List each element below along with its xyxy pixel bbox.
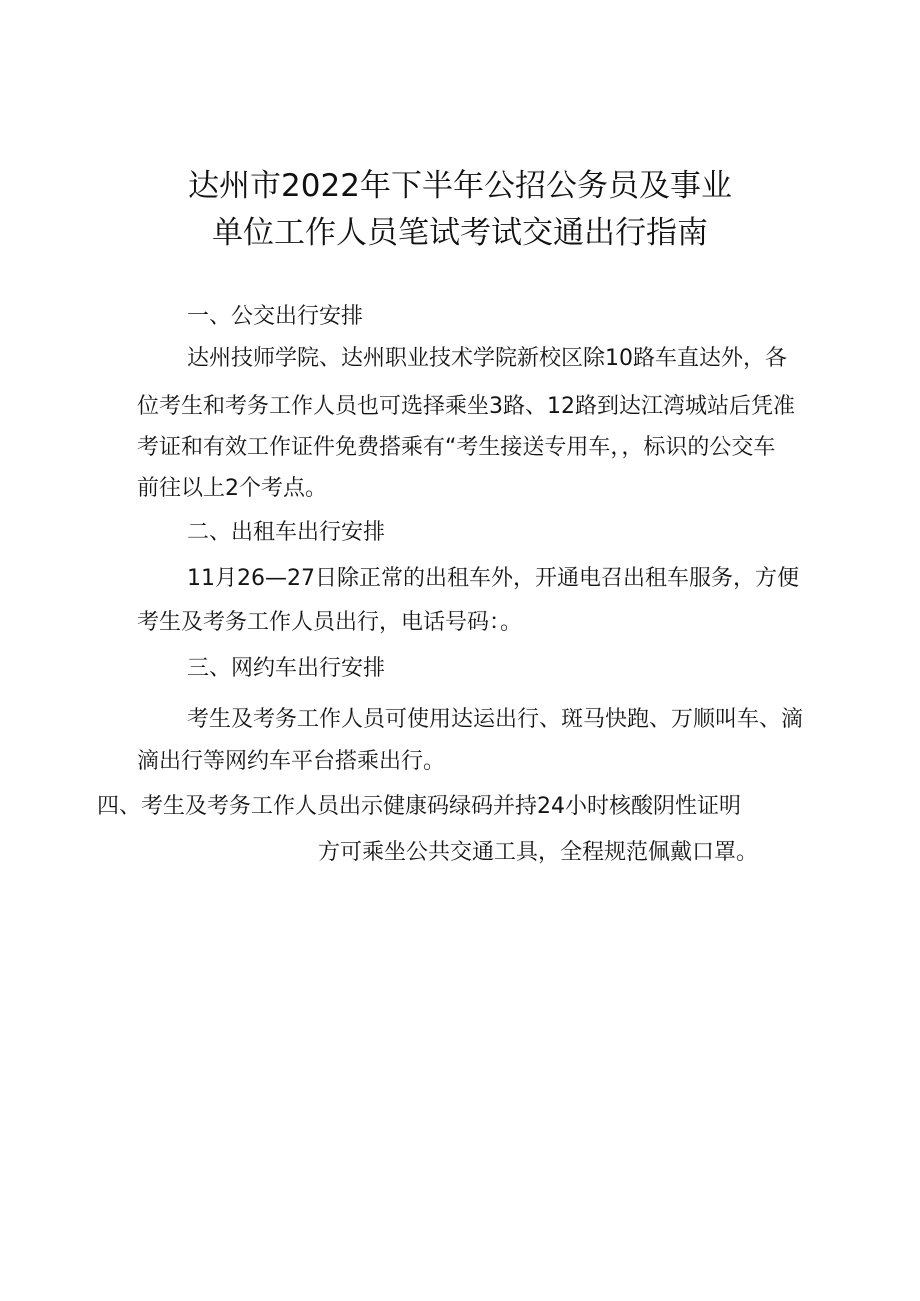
health-requirement-line-1: 四、考生及考务工作人员出示健康码绿码并持24小时核酸阴性证明 [97,794,741,819]
title-line-1: 达州市2022年下半年公招公务员及事业 [188,168,732,204]
paragraph-line: 考生及考务工作人员出行，电话号码：。 [137,610,523,635]
paragraph-line: 达州技师学院、达州职业技术学院新校区除10路车直达外，各 [187,346,787,371]
section-heading-ride-hailing: 三、网约车出行安排 [187,656,386,681]
paragraph-line: 滴出行等网约车平台搭乘出行。 [137,749,446,774]
section-heading-taxi: 二、出租车出行安排 [187,520,386,545]
paragraph-line: 前往以上2个考点。 [137,476,327,501]
paragraph-line: 考生及考务工作人员可使用达运出行、斑马快跑、万顺叫车、滴 [187,707,804,732]
paragraph-line: 考证和有效工作证件免费搭乘有“考生接送专用车，，标识的公交车 [137,435,776,460]
paragraph-line: 11月26—27日除正常的出租车外，开通电召出租车服务，方便 [187,566,799,591]
paragraph-line: 位考生和考务工作人员也可选择乘坐3路、12路到达江湾城站后凭准 [137,394,795,419]
section-heading-bus: 一、公交出行安排 [187,304,364,329]
title-line-2: 单位工作人员笔试考试交通出行指南 [212,215,708,251]
health-requirement-line-2: 方可乘坐公共交通工具，全程规范佩戴口罩。 [318,840,759,865]
